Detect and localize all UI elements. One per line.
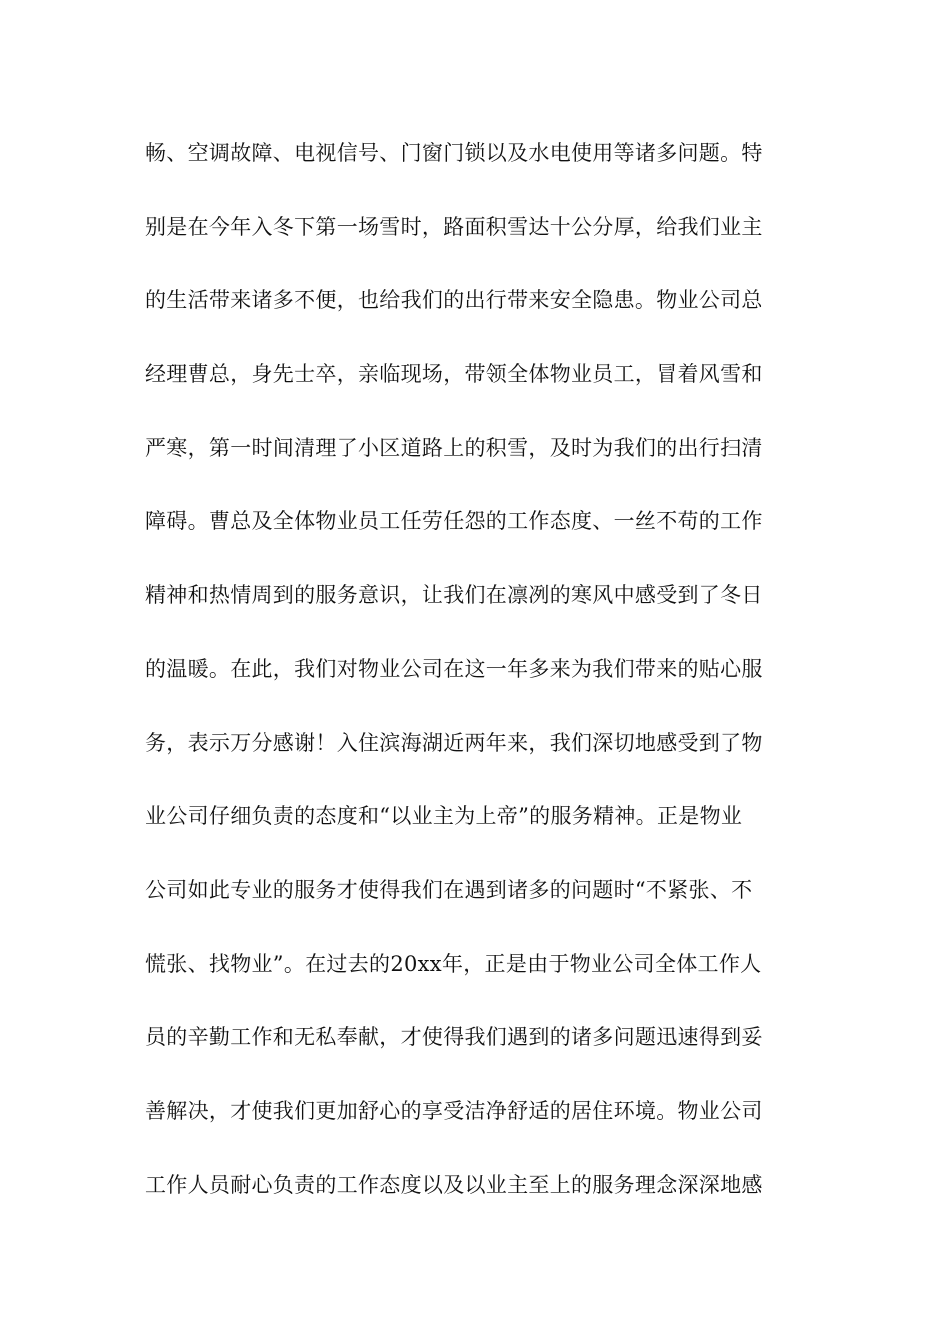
text-line: 工作人员耐心负责的工作态度以及以业主至上的服务理念深深地感 [145,1172,763,1197]
body-text [145,130,810,1235]
text-line: 务，表示万分感谢！入住滨海湖近两年来，我们深切地感受到了物 [145,730,763,755]
text-line: 障碍。曹总及全体物业员工任劳任怨的工作态度、一丝不苟的工作 [145,509,763,534]
text-line: 善解决，才使我们更加舒心的享受洁净舒适的居住环境。物业公司 [145,1098,763,1123]
text-line: 的生活带来诸多不便，也给我们的出行带来安全隐患。物业公司总 [145,288,763,313]
text-line: 别是在今年入冬下第一场雪时，路面积雪达十公分厚，给我们业主 [145,214,763,239]
text-line: 严寒，第一时间清理了小区道路上的积雪，及时为我们的出行扫清 [145,435,763,460]
text-line: 的温暖。在此，我们对物业公司在这一年多来为我们带来的贴心服 [145,656,763,681]
text-line: 员的辛勤工作和无私奉献，才使得我们遇到的诸多问题迅速得到妥 [145,1025,763,1050]
text-line: 公司如此专业的服务才使得我们在遇到诸多的问题时“不紧张、不 [145,877,753,902]
text-line: 畅、空调故障、电视信号、门窗门锁以及水电使用等诸多问题。特 [145,141,763,165]
text-line: 经理曹总，身先士卒，亲临现场，带领全体物业员工，冒着风雪和 [145,362,763,387]
text-line: 业公司仔细负责的态度和“以业主为上帝”的服务精神。正是物业 [145,804,743,829]
text-line: 慌张、找物业”。在过去的20xx年，正是由于物业公司全体工作人 [145,951,762,976]
text-line: 精神和热情周到的服务意识，让我们在凛冽的寒风中感受到了冬日 [145,583,763,608]
